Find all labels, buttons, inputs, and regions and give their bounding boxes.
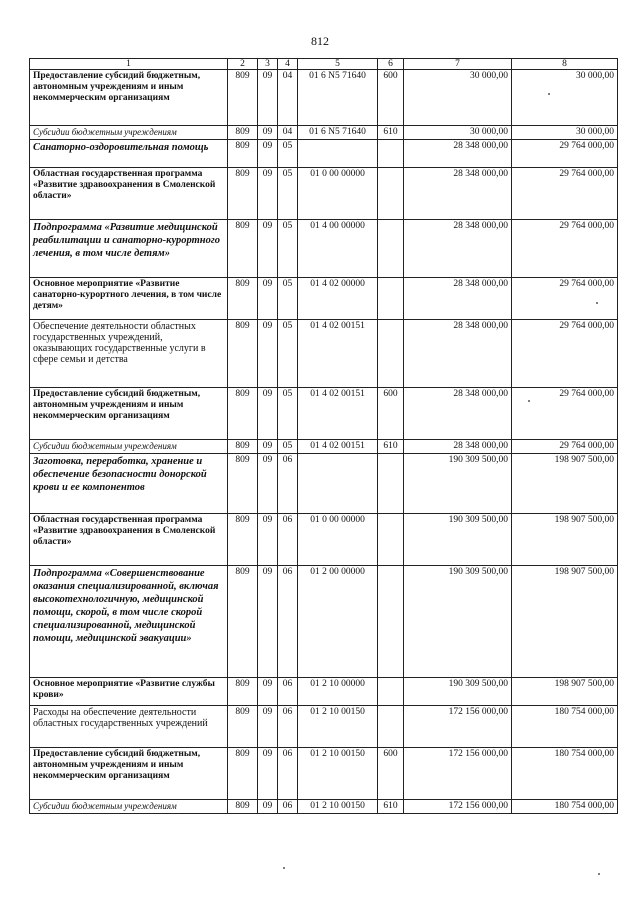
section-code-cell: 809 <box>228 748 258 800</box>
amount-year1-cell: 30 000,00 <box>404 70 512 126</box>
section-code-cell: 809 <box>228 678 258 706</box>
amount-year1-cell: 28 348 000,00 <box>404 440 512 454</box>
expense-type-cell <box>378 168 404 220</box>
subsection-code-cell: 09 <box>258 748 278 800</box>
table-row <box>30 566 618 678</box>
target-article-cell: 01 4 02 00000 <box>298 278 378 320</box>
table-row <box>30 278 618 320</box>
subsection-code-cell: 09 <box>258 800 278 814</box>
scan-speck <box>598 873 600 875</box>
target-article-cell: 01 2 00 00000 <box>298 566 378 678</box>
target-article-cell: 01 2 10 00150 <box>298 800 378 814</box>
row-name-cell: Предоставление субсидий бюджетным, автономным учреждениям и иным некоммерческим организациям <box>30 388 228 440</box>
group-code-cell: 06 <box>278 748 298 800</box>
subsection-code-cell: 09 <box>258 454 278 514</box>
section-code-cell: 809 <box>228 800 258 814</box>
amount-year1-cell: 30 000,00 <box>404 126 512 140</box>
row-name-cell: Субсидии бюджетным учреждениям <box>30 440 228 454</box>
expense-type-cell <box>378 678 404 706</box>
group-code-cell: 06 <box>278 800 298 814</box>
target-article-cell: 01 0 00 00000 <box>298 514 378 566</box>
column-header: 8 <box>512 59 618 70</box>
group-code-cell: 05 <box>278 140 298 168</box>
table-row <box>30 70 618 126</box>
target-article-cell: 01 4 02 00151 <box>298 440 378 454</box>
expense-type-cell <box>378 454 404 514</box>
target-article-cell: 01 6 N5 71640 <box>298 70 378 126</box>
group-code-cell: 05 <box>278 320 298 388</box>
subsection-code-cell: 09 <box>258 220 278 278</box>
expense-type-cell: 600 <box>378 388 404 440</box>
section-code-cell: 809 <box>228 278 258 320</box>
amount-year2-cell: 180 754 000,00 <box>512 706 618 748</box>
table-row <box>30 388 618 440</box>
target-article-cell: 01 0 00 00000 <box>298 168 378 220</box>
table-row <box>30 514 618 566</box>
row-name-cell: Заготовка, переработка, хранение и обеспечение безопасности донорской крови и ее компонентов <box>30 454 228 514</box>
subsection-code-cell: 09 <box>258 678 278 706</box>
expense-type-cell: 600 <box>378 748 404 800</box>
expense-type-cell <box>378 706 404 748</box>
group-code-cell: 06 <box>278 706 298 748</box>
expense-type-cell <box>378 220 404 278</box>
row-name-cell: Предоставление субсидий бюджетным, автономным учреждениям и иным некоммерческим организациям <box>30 748 228 800</box>
amount-year1-cell: 190 309 500,00 <box>404 566 512 678</box>
page-number: 812 <box>311 34 329 48</box>
subsection-code-cell: 09 <box>258 168 278 220</box>
table-row <box>30 320 618 388</box>
row-name-cell: Основное мероприятие «Развитие санаторно-курортного лечения, в том числе детям» <box>30 278 228 320</box>
section-code-cell: 809 <box>228 440 258 454</box>
table-row <box>30 440 618 454</box>
subsection-code-cell: 09 <box>258 514 278 566</box>
scan-speck <box>283 867 285 869</box>
amount-year2-cell: 29 764 000,00 <box>512 220 618 278</box>
table-row <box>30 800 618 814</box>
amount-year1-cell: 190 309 500,00 <box>404 678 512 706</box>
amount-year1-cell: 172 156 000,00 <box>404 706 512 748</box>
amount-year2-cell: 29 764 000,00 <box>512 140 618 168</box>
section-code-cell: 809 <box>228 70 258 126</box>
target-article-cell: 01 6 N5 71640 <box>298 126 378 140</box>
group-code-cell: 06 <box>278 566 298 678</box>
amount-year1-cell: 28 348 000,00 <box>404 220 512 278</box>
amount-year1-cell: 172 156 000,00 <box>404 800 512 814</box>
table-row <box>30 126 618 140</box>
subsection-code-cell: 09 <box>258 440 278 454</box>
column-header: 1 <box>30 59 228 70</box>
column-header: 2 <box>228 59 258 70</box>
subsection-code-cell: 09 <box>258 278 278 320</box>
expense-type-cell: 600 <box>378 70 404 126</box>
amount-year2-cell: 198 907 500,00 <box>512 678 618 706</box>
expense-type-cell <box>378 278 404 320</box>
target-article-cell: 01 2 10 00000 <box>298 678 378 706</box>
group-code-cell: 06 <box>278 514 298 566</box>
target-article-cell <box>298 140 378 168</box>
section-code-cell: 809 <box>228 566 258 678</box>
amount-year2-cell: 29 764 000,00 <box>512 388 618 440</box>
scan-speck <box>528 400 530 402</box>
amount-year2-cell: 30 000,00 <box>512 70 618 126</box>
row-name-cell: Расходы на обеспечение деятельности областных государственных учреждений <box>30 706 228 748</box>
table-row <box>30 140 618 168</box>
amount-year1-cell: 28 348 000,00 <box>404 278 512 320</box>
table-row <box>30 220 618 278</box>
row-name-cell: Обеспечение деятельности областных государственных учреждений, оказывающих государственные услуги в сфере семьи и детства <box>30 320 228 388</box>
group-code-cell: 05 <box>278 278 298 320</box>
column-header: 4 <box>278 59 298 70</box>
target-article-cell: 01 2 10 00150 <box>298 748 378 800</box>
subsection-code-cell: 09 <box>258 126 278 140</box>
section-code-cell: 809 <box>228 320 258 388</box>
row-name-cell: Предоставление субсидий бюджетным, автономным учреждениям и иным некоммерческим организациям <box>30 70 228 126</box>
table-row <box>30 454 618 514</box>
subsection-code-cell: 09 <box>258 566 278 678</box>
row-name-cell: Областная государственная программа «Развитие здравоохранения в Смоленской области» <box>30 168 228 220</box>
table-body <box>30 70 618 814</box>
subsection-code-cell: 09 <box>258 70 278 126</box>
amount-year2-cell: 198 907 500,00 <box>512 514 618 566</box>
amount-year1-cell: 28 348 000,00 <box>404 168 512 220</box>
expense-type-cell <box>378 566 404 678</box>
amount-year2-cell: 29 764 000,00 <box>512 168 618 220</box>
group-code-cell: 05 <box>278 220 298 278</box>
subsection-code-cell: 09 <box>258 388 278 440</box>
subsection-code-cell: 09 <box>258 140 278 168</box>
subsection-code-cell: 09 <box>258 706 278 748</box>
section-code-cell: 809 <box>228 454 258 514</box>
expense-type-cell <box>378 514 404 566</box>
amount-year1-cell: 28 348 000,00 <box>404 320 512 388</box>
target-article-cell: 01 4 02 00151 <box>298 320 378 388</box>
table-row <box>30 168 618 220</box>
row-name-cell: Санаторно-оздоровительная помощь <box>30 140 228 168</box>
scan-speck <box>548 93 550 95</box>
section-code-cell: 809 <box>228 168 258 220</box>
amount-year1-cell: 190 309 500,00 <box>404 514 512 566</box>
amount-year1-cell: 172 156 000,00 <box>404 748 512 800</box>
row-name-cell: Субсидии бюджетным учреждениям <box>30 800 228 814</box>
column-header: 5 <box>298 59 378 70</box>
target-article-cell: 01 4 02 00151 <box>298 388 378 440</box>
row-name-cell: Субсидии бюджетным учреждениям <box>30 126 228 140</box>
row-name-cell: Подпрограмма «Совершенствование оказания специализированной, включая высокотехнологичную, медицинской помощи, скорой, в том числе скорой специализированной, медицинской помощи, медицинской эвакуации» <box>30 566 228 678</box>
expense-type-cell <box>378 140 404 168</box>
budget-table <box>29 58 618 814</box>
scan-speck <box>596 302 598 304</box>
expense-type-cell: 610 <box>378 800 404 814</box>
section-code-cell: 809 <box>228 706 258 748</box>
subsection-code-cell: 09 <box>258 320 278 388</box>
column-header: 3 <box>258 59 278 70</box>
target-article-cell <box>298 454 378 514</box>
amount-year2-cell: 180 754 000,00 <box>512 800 618 814</box>
amount-year2-cell: 29 764 000,00 <box>512 278 618 320</box>
table-row <box>30 706 618 748</box>
amount-year2-cell: 29 764 000,00 <box>512 320 618 388</box>
group-code-cell: 06 <box>278 678 298 706</box>
group-code-cell: 05 <box>278 168 298 220</box>
amount-year2-cell: 29 764 000,00 <box>512 440 618 454</box>
row-name-cell: Подпрограмма «Развитие медицинской реабилитации и санаторно-курортного лечения, в том числе детям» <box>30 220 228 278</box>
section-code-cell: 809 <box>228 126 258 140</box>
expense-type-cell: 610 <box>378 440 404 454</box>
section-code-cell: 809 <box>228 140 258 168</box>
section-code-cell: 809 <box>228 514 258 566</box>
group-code-cell: 04 <box>278 70 298 126</box>
table-row <box>30 678 618 706</box>
group-code-cell: 04 <box>278 126 298 140</box>
target-article-cell: 01 2 10 00150 <box>298 706 378 748</box>
column-header: 7 <box>404 59 512 70</box>
amount-year1-cell: 28 348 000,00 <box>404 140 512 168</box>
expense-type-cell: 610 <box>378 126 404 140</box>
target-article-cell: 01 4 00 00000 <box>298 220 378 278</box>
amount-year2-cell: 180 754 000,00 <box>512 748 618 800</box>
group-code-cell: 05 <box>278 440 298 454</box>
amount-year1-cell: 190 309 500,00 <box>404 454 512 514</box>
column-header: 6 <box>378 59 404 70</box>
amount-year2-cell: 198 907 500,00 <box>512 566 618 678</box>
group-code-cell: 06 <box>278 454 298 514</box>
amount-year1-cell: 28 348 000,00 <box>404 388 512 440</box>
header-row <box>30 59 618 70</box>
group-code-cell: 05 <box>278 388 298 440</box>
section-code-cell: 809 <box>228 388 258 440</box>
section-code-cell: 809 <box>228 220 258 278</box>
table-row <box>30 748 618 800</box>
row-name-cell: Областная государственная программа «Развитие здравоохранения в Смоленской области» <box>30 514 228 566</box>
amount-year2-cell: 198 907 500,00 <box>512 454 618 514</box>
expense-type-cell <box>378 320 404 388</box>
row-name-cell: Основное мероприятие «Развитие службы крови» <box>30 678 228 706</box>
amount-year2-cell: 30 000,00 <box>512 126 618 140</box>
